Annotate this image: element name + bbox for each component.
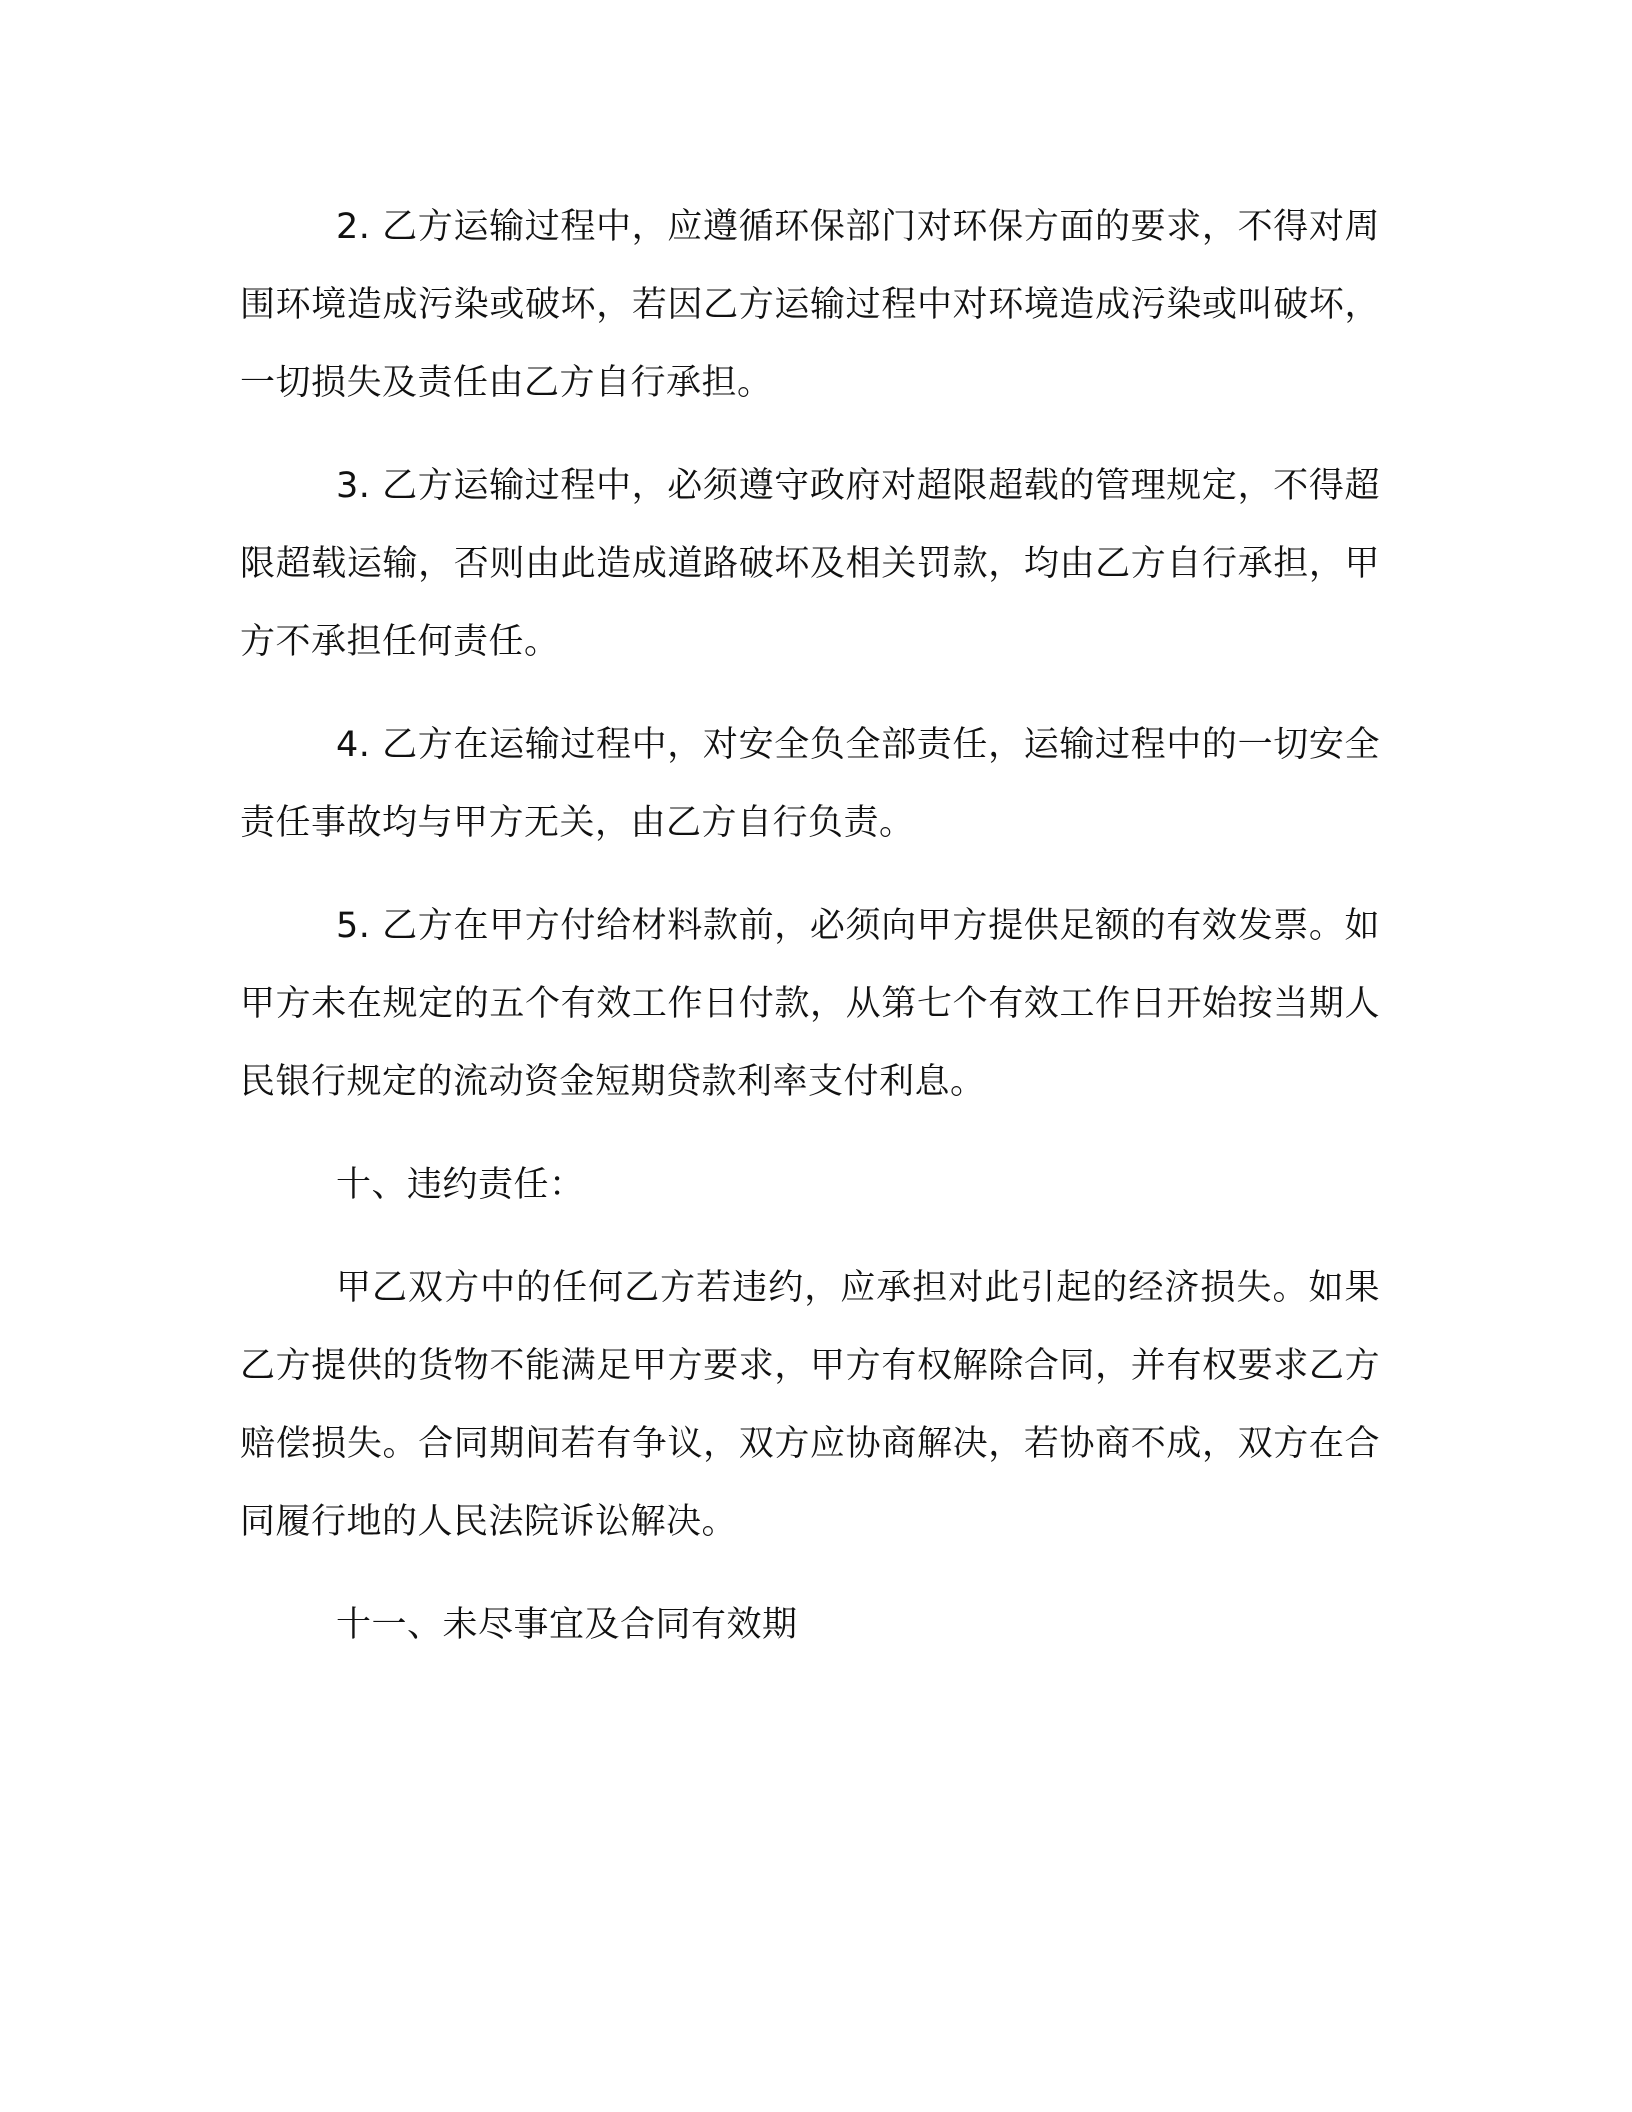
clause-3-paragraph: 3. 乙方运输过程中，必须遵守政府对超限超载的管理规定，不得超限超载运输，否则由此造成道路破坏及相关罚款，均由乙方自行承担，甲方不承担任何责任。 — [240, 466, 1380, 662]
clause-2-paragraph: 2. 乙方运输过程中，应遵循环保部门对环保方面的要求，不得对周围环境造成污染或破坏，若因乙方运输过程中对环境造成污染或叫破坏，一切损失及责任由乙方自行承担。 — [240, 207, 1380, 403]
breach-liability-paragraph: 甲乙双方中的任何乙方若违约，应承担对此引起的经济损失。如果乙方提供的货物不能满足甲方要求，甲方有权解除合同，并有权要求乙方赔偿损失。合同期间若有争议，双方应协商解决，若协商不成，双方在合同履行地的人民法院诉讼解决。 — [240, 1268, 1380, 1542]
clause-4-paragraph: 4. 乙方在运输过程中，对安全负全部责任，运输过程中的一切安全责任事故均与甲方无关，由乙方自行负责。 — [240, 725, 1380, 843]
section-11-heading: 十一、未尽事宜及合同有效期 — [336, 1605, 798, 1645]
section-10-heading: 十、违约责任： — [336, 1165, 585, 1205]
clause-5-paragraph: 5. 乙方在甲方付给材料款前，必须向甲方提供足额的有效发票。如甲方未在规定的五个有效工作日付款，从第七个有效工作日开始按当期人民银行规定的流动资金短期贷款利率支付利息。 — [240, 906, 1380, 1102]
document-page — [240, 188, 1380, 1664]
